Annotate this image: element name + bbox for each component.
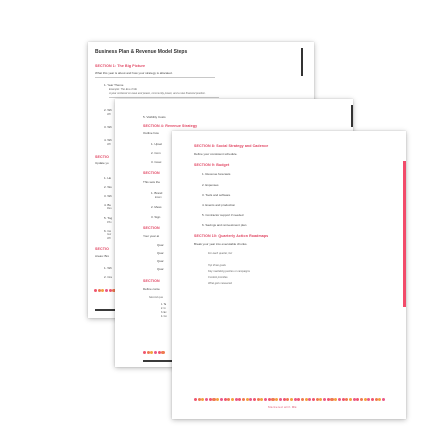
decorative-dot xyxy=(316,398,319,401)
section-4-heading: SECTION 4: Revenue Strategy xyxy=(143,124,198,128)
brand-footer: Marketed with ME xyxy=(268,405,297,409)
list-item: 3. Ev xyxy=(161,311,167,314)
decorative-dot xyxy=(271,398,274,401)
visibility-costs-item: 5. Visibility Costs xyxy=(143,115,166,119)
decorative-dot xyxy=(349,398,352,401)
example-text: Example: The Era of Me xyxy=(109,88,137,91)
decorative-dot xyxy=(161,351,164,354)
decorative-dot xyxy=(246,398,249,401)
list-item: 2. Com xyxy=(151,151,161,155)
quarter-list-item: Top three goals xyxy=(208,264,226,267)
section-8-sub: Define your consistent schedule. xyxy=(194,152,238,156)
decorative-dot xyxy=(264,398,267,401)
section-8-heading: SECTION 8: Social Strategy and Cadence xyxy=(194,144,269,148)
list-item: Quar xyxy=(157,267,164,271)
decorative-dot xyxy=(105,289,108,292)
list-item: 2. Wh xyxy=(104,108,112,112)
list-item: Quar xyxy=(157,243,164,247)
decorative-dot xyxy=(194,398,197,401)
budget-item: 1. Revenue forecasts xyxy=(202,172,231,176)
decorative-dot xyxy=(212,398,215,401)
list-item: 1. Ho xyxy=(104,176,112,180)
decorative-dot xyxy=(198,398,201,401)
decorative-dot xyxy=(294,398,297,401)
decorative-dot xyxy=(378,398,381,401)
decorative-dot xyxy=(201,398,204,401)
section-sub-stub: Your year at xyxy=(143,234,160,238)
list-item: 2. In xyxy=(161,307,166,310)
list-item: 2. Cre xyxy=(104,275,113,279)
decorative-dot xyxy=(224,398,227,401)
decorative-dot-row xyxy=(143,351,165,354)
decorative-dot xyxy=(371,398,374,401)
list-item: 3. Sign xyxy=(151,215,161,219)
section-1-intro: What this year is about and how your strategy is allocated. xyxy=(95,71,173,75)
list-item: Quar xyxy=(157,259,164,263)
page-edge-marker xyxy=(351,105,353,127)
divider xyxy=(109,97,219,98)
section-sub-stub: Update yo xyxy=(95,161,109,165)
decorative-dot xyxy=(260,398,263,401)
budget-item: 6. Savings and reinvestment plan xyxy=(202,223,247,227)
section-heading-stub: SECTION xyxy=(143,279,160,283)
decorative-dot xyxy=(150,351,153,354)
page-sheet-3 xyxy=(172,131,406,419)
list-item-sub: Pho xyxy=(107,221,112,224)
decorative-dot xyxy=(330,398,333,401)
section-sub-stub: Second qua xyxy=(149,296,163,299)
example-note: A year centered on ease and peace, community power, and a new financial position. xyxy=(109,92,206,95)
decorative-dot xyxy=(356,398,359,401)
budget-item: 5. Contractor support if needed xyxy=(202,213,244,217)
section-10-sub: Break your year into executable chunks. xyxy=(194,242,248,246)
decorative-dot xyxy=(283,398,286,401)
decorative-dot xyxy=(327,398,330,401)
list-item: 1. Brand xyxy=(151,191,163,195)
decorative-dot xyxy=(98,289,101,292)
list-item-sub: Exam xyxy=(155,196,162,199)
decorative-dot xyxy=(147,351,150,354)
decorative-dot xyxy=(323,398,326,401)
budget-item: 3. Tools and software xyxy=(202,193,231,197)
decorative-dot xyxy=(286,398,289,401)
decorative-dot xyxy=(216,398,219,401)
decorative-dot xyxy=(338,398,341,401)
quarter-list-item: Key marketing pushes or campaigns xyxy=(208,270,250,273)
year-theme-label: 1. Year Theme xyxy=(104,83,124,87)
list-item: 4. Co xyxy=(161,315,167,318)
page-edge-accent xyxy=(403,161,406,307)
decorative-dot xyxy=(109,289,112,292)
decorative-dot xyxy=(220,398,223,401)
decorative-dot xyxy=(290,398,293,401)
budget-item: 4. Events and production xyxy=(202,203,236,207)
section-sub-stub: Areas: Bro xyxy=(95,254,110,258)
section-sub-stub: Define conte xyxy=(143,287,160,291)
decorative-dot xyxy=(334,398,337,401)
section-heading-stub: SECTION xyxy=(143,226,160,230)
list-item-sub: Res xyxy=(107,207,112,210)
decorative-dot xyxy=(205,398,208,401)
decorative-dot xyxy=(235,398,238,401)
section-sub-stub: This sets the xyxy=(143,180,161,184)
list-item: 3. Wh xyxy=(104,194,112,198)
section-9-heading: SECTION 9: Budget xyxy=(194,163,230,167)
decorative-dot xyxy=(360,398,363,401)
decorative-dot xyxy=(242,398,245,401)
decorative-dot xyxy=(94,289,97,292)
list-item: 1. Wh xyxy=(104,266,112,270)
decorative-dot xyxy=(308,398,311,401)
section-heading-stub: SECTIO xyxy=(95,247,109,251)
section-sub-stub: Outline how xyxy=(143,131,159,135)
decorative-dot xyxy=(382,398,385,401)
section-10-heading: SECTION 10: Quarterly Action Roadmaps xyxy=(194,234,269,238)
decorative-dot xyxy=(231,398,234,401)
decorative-dot xyxy=(353,398,356,401)
decorative-dot xyxy=(301,398,304,401)
decorative-dot xyxy=(375,398,378,401)
section-heading-stub: SECTION xyxy=(143,171,160,175)
list-item-sub: Gol xyxy=(107,233,112,236)
decorative-dot xyxy=(305,398,308,401)
decorative-dot xyxy=(154,351,157,354)
decorative-dot xyxy=(345,398,348,401)
quarter-list-item: What gets measured xyxy=(208,282,232,285)
each-quarter-text: For each quarter, list: xyxy=(208,252,233,255)
divider xyxy=(143,360,173,362)
list-item: 5. Tog xyxy=(104,216,113,220)
list-item-sub: Wh xyxy=(107,113,111,116)
list-item: 1. Upsel xyxy=(151,142,163,146)
section-1-heading: SECTION 1: The Big Picture xyxy=(95,64,146,68)
divider xyxy=(95,77,215,78)
decorative-dot xyxy=(297,398,300,401)
list-item: 3. Wh xyxy=(104,125,112,129)
decorative-dot xyxy=(364,398,367,401)
decorative-dot xyxy=(367,398,370,401)
decorative-dot xyxy=(342,398,345,401)
list-item: 4. Bu xyxy=(104,203,112,207)
decorative-dot xyxy=(227,398,230,401)
decorative-dot xyxy=(319,398,322,401)
decorative-dot-row xyxy=(194,398,386,401)
list-item: 2. Wo xyxy=(104,185,112,189)
list-item: 6. Co xyxy=(104,229,112,233)
decorative-dot xyxy=(158,351,161,354)
document-title: Business Plan & Revenue Model Steps xyxy=(95,49,188,55)
decorative-dot xyxy=(101,289,104,292)
list-item: 4. Wh xyxy=(104,138,112,142)
decorative-dot xyxy=(312,398,315,401)
list-item: 3. Coac xyxy=(151,160,162,164)
decorative-dot xyxy=(275,398,278,401)
decorative-dot xyxy=(253,398,256,401)
page-edge-marker xyxy=(301,48,303,76)
decorative-dot xyxy=(238,398,241,401)
list-item-sub: Wh xyxy=(107,237,111,240)
list-item: 1. Ta xyxy=(161,303,167,306)
decorative-dot xyxy=(257,398,260,401)
decorative-dot xyxy=(279,398,282,401)
decorative-dot xyxy=(209,398,212,401)
decorative-dot xyxy=(143,351,146,354)
list-item: Quar xyxy=(157,251,164,255)
quarter-list-item: Content priorities xyxy=(208,276,228,279)
list-item: 2. Mess xyxy=(151,205,162,209)
budget-item: 2. Expenses xyxy=(202,183,219,187)
decorative-dot xyxy=(268,398,271,401)
section-heading-stub: SECTIO xyxy=(95,155,109,159)
list-item-sub: Wh xyxy=(107,143,111,146)
decorative-dot xyxy=(249,398,252,401)
